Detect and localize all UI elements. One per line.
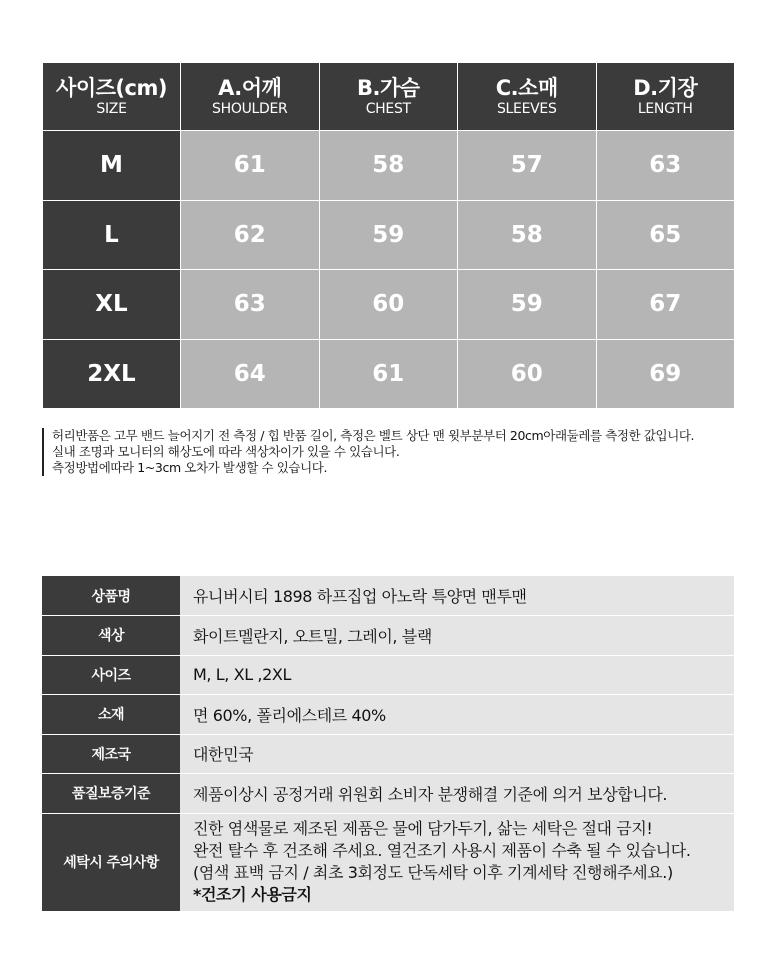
sleeves-value: 58: [458, 200, 597, 270]
info-row-color: [42, 616, 734, 656]
note-waist-measure: 허리반품은 고무 밴드 늘어지기 전 측정 / 힙 반품 길이, 측정은 벨트 상단 맨 윗부분부터 20cm아래둘레를 측정한 값입니다.: [52, 428, 695, 443]
info-row-product-name: [42, 576, 734, 616]
size-row-2xl: [43, 339, 735, 409]
info-value: 유니버시티 1898 하프집업 아노락 특양면 맨투맨: [180, 576, 734, 616]
header-shoulder-sub: SHOULDER: [212, 100, 288, 117]
header-size-main: 사이즈(cm): [56, 75, 167, 100]
info-row-material: [42, 695, 734, 735]
length-value: 65: [596, 200, 735, 270]
info-row-care: [42, 813, 734, 911]
info-label: 품질보증기준: [42, 774, 180, 814]
info-label: 상품명: [42, 576, 180, 616]
info-row-origin: [42, 734, 734, 774]
size-row-m: [43, 131, 735, 201]
info-value: 대한민국: [180, 734, 734, 774]
chest-value: 60: [319, 270, 458, 340]
shoulder-value: 64: [181, 339, 320, 409]
header-shoulder-main: A.어깨: [218, 75, 282, 100]
size-chart-table: [42, 62, 735, 409]
length-value: 69: [596, 339, 735, 409]
length-value: 63: [596, 131, 735, 201]
header-length-main: D.기장: [633, 75, 698, 100]
sleeves-value: 60: [458, 339, 597, 409]
info-row-quality-guarantee: [42, 774, 734, 814]
size-row-xl: [43, 270, 735, 340]
shoulder-value: 62: [181, 200, 320, 270]
chest-value: 61: [319, 339, 458, 409]
header-chest: [319, 63, 458, 131]
care-line: 진한 염색물로 제조된 제품은 물에 담가두기, 삶는 세탁은 절대 금지!: [193, 819, 653, 838]
shoulder-value: 61: [181, 131, 320, 201]
size-label: 2XL: [43, 339, 181, 409]
care-line: (염색 표백 금지 / 최초 3회정도 단독세탁 이후 기계세탁 진행해주세요.): [193, 863, 673, 882]
size-label: XL: [43, 270, 181, 340]
header-sleeves-main: C.소매: [495, 75, 558, 100]
sleeves-value: 57: [458, 131, 597, 201]
header-sleeves: [458, 63, 597, 131]
header-size: [43, 63, 181, 131]
product-info-table: [42, 576, 734, 912]
sleeves-value: 59: [458, 270, 597, 340]
care-warning: *건조기 사용금지: [193, 885, 312, 904]
info-value: M, L, XL ,2XL: [180, 655, 734, 695]
info-label: 소재: [42, 695, 180, 735]
size-chart-header-row: [43, 63, 735, 131]
length-value: 67: [596, 270, 735, 340]
header-chest-sub: CHEST: [365, 100, 411, 117]
header-sleeves-sub: SLEEVES: [496, 100, 557, 117]
header-length: [596, 63, 735, 131]
care-label: 세탁시 주의사항: [42, 813, 180, 911]
info-label: 색상: [42, 616, 180, 656]
chest-value: 58: [319, 131, 458, 201]
chest-value: 59: [319, 200, 458, 270]
care-line: 완전 탈수 후 건조해 주세요. 열건조기 사용시 제품이 수축 될 수 있습니다.: [193, 841, 691, 860]
info-label: 제조국: [42, 734, 180, 774]
header-shoulder: [181, 63, 320, 131]
note-measure-tolerance: 측정방법에따라 1~3cm 오차가 발생할 수 있습니다.: [52, 460, 328, 475]
size-label: L: [43, 200, 181, 270]
note-color-difference: 실내 조명과 모니터의 해상도에 따라 색상차이가 있을 수 있습니다.: [52, 444, 400, 459]
size-label: M: [43, 131, 181, 201]
header-chest-main: B.가슴: [356, 75, 420, 100]
info-label: 사이즈: [42, 655, 180, 695]
info-value: 화이트멜란지, 오트밀, 그레이, 블랙: [180, 616, 734, 656]
info-row-size: [42, 655, 734, 695]
measurement-notes: [42, 428, 742, 476]
care-instructions: [180, 813, 734, 911]
info-value: 면 60%, 폴리에스테르 40%: [180, 695, 734, 735]
info-value: 제품이상시 공정거래 위원회 소비자 분쟁해결 기준에 의거 보상합니다.: [180, 774, 734, 814]
header-size-sub: SIZE: [96, 100, 127, 117]
header-length-sub: LENGTH: [637, 100, 693, 117]
size-row-l: [43, 200, 735, 270]
shoulder-value: 63: [181, 270, 320, 340]
